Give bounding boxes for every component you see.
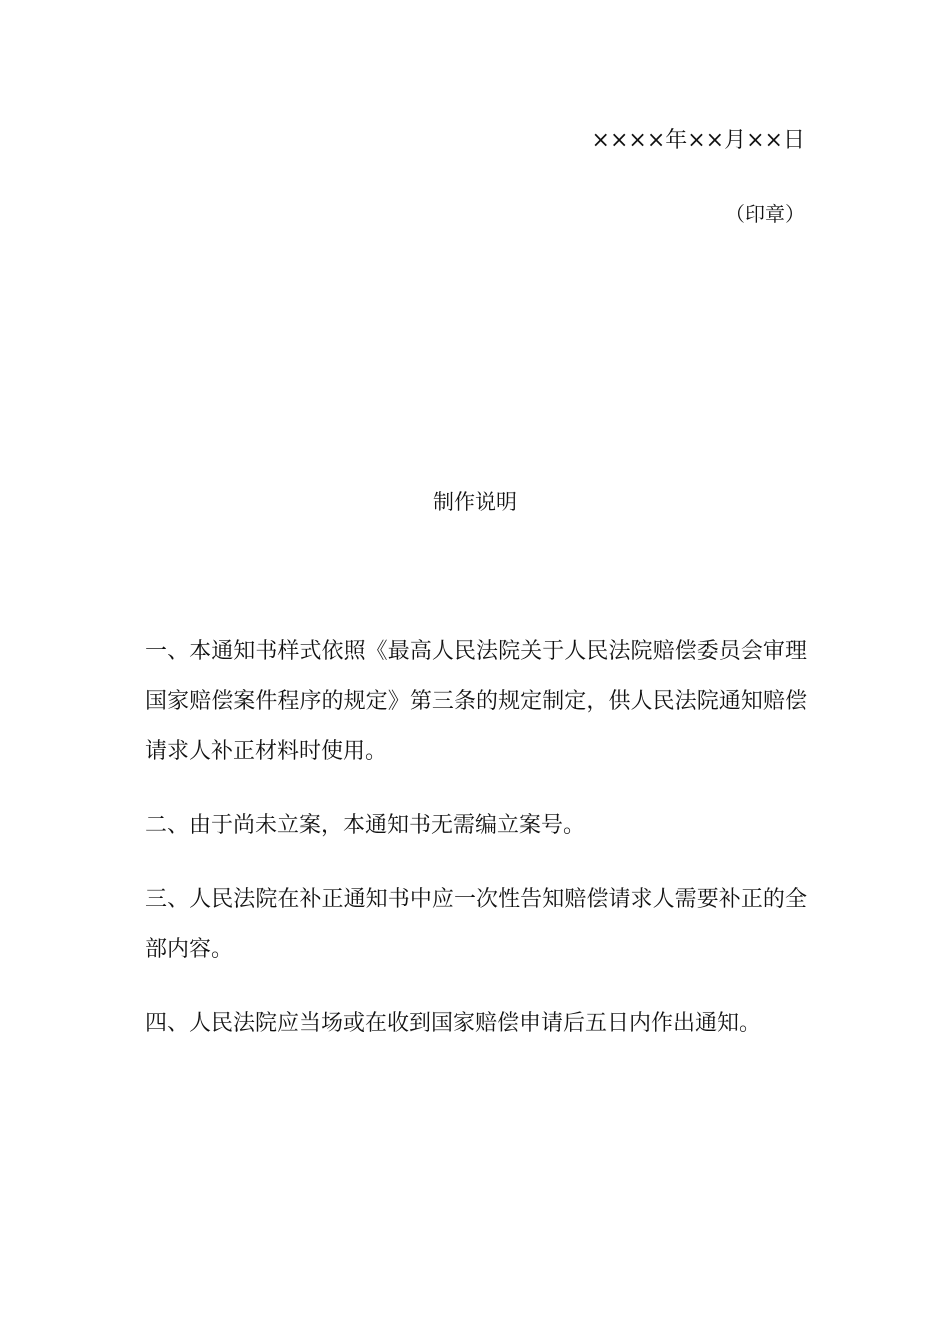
note-item-3: 三、人民法院在补正通知书中应一次性告知赔偿请求人需要补正的全部内容。: [145, 887, 807, 962]
note-item-2: 二、由于尚未立案，本通知书无需编立案号。: [145, 813, 586, 838]
seal-label: （印章）: [725, 202, 805, 226]
note-item-1: 一、本通知书样式依照《最高人民法院关于人民法院赔偿委员会审理国家赔偿案件程序的规定》第三条的规定制定，供人民法院通知赔偿请求人补正材料时使用。: [145, 639, 807, 764]
date-line: ××××年××月××日: [591, 128, 805, 153]
section-title: 制作说明: [433, 490, 517, 514]
notes-list: [145, 627, 807, 1073]
note-item-4: 四、人民法院应当场或在收到国家赔偿申请后五日内作出通知。: [145, 1011, 762, 1036]
